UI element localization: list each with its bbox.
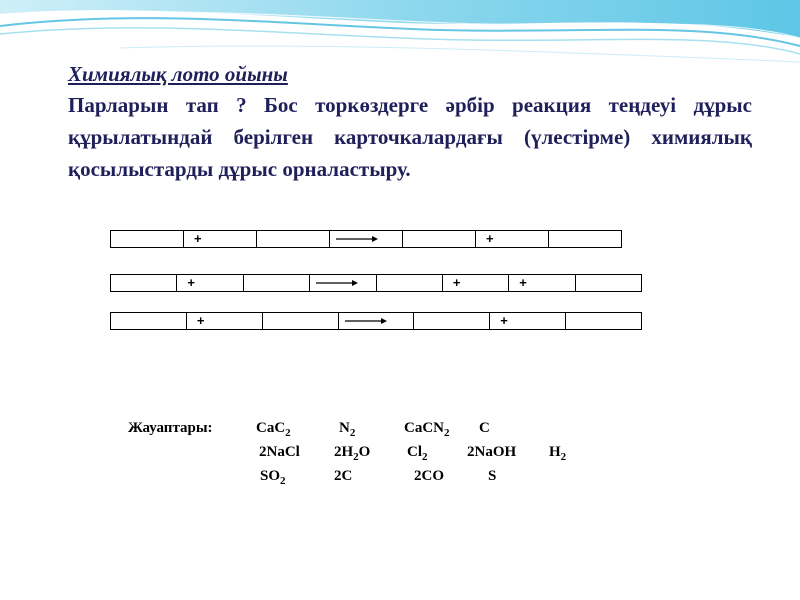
plus-cell bbox=[443, 275, 509, 291]
empty-slot[interactable] bbox=[414, 313, 490, 329]
page-title: Химиялық лото ойыны bbox=[68, 62, 288, 86]
formula-base: H bbox=[549, 444, 561, 460]
empty-slot[interactable] bbox=[111, 231, 184, 247]
formula-base: Cl bbox=[407, 444, 422, 460]
reaction-arrow-icon bbox=[345, 317, 389, 325]
formula-subscript: 2 bbox=[560, 451, 567, 463]
plus-cell bbox=[509, 275, 575, 291]
equation-row-1 bbox=[110, 230, 622, 248]
task-instructions: Парларын тап ? Бос торкөздерге әрбір реакция теңдеуі дұрыс құрылатындай берілген карточкалардағы (үлестірме) химиялық қосылыстарды дұрыс орналастыру. bbox=[68, 93, 752, 181]
formula-tail: O bbox=[358, 444, 371, 460]
answer-formula bbox=[256, 420, 291, 439]
answer-formula bbox=[339, 420, 355, 439]
formula-base: 2C bbox=[334, 468, 353, 484]
empty-slot[interactable] bbox=[377, 275, 443, 291]
equation-row-2 bbox=[110, 274, 642, 292]
formula-base: 2CO bbox=[414, 468, 444, 484]
plus-cell bbox=[177, 275, 243, 291]
formula-base: CaC bbox=[256, 420, 286, 436]
empty-slot[interactable] bbox=[549, 231, 621, 247]
formula-base: SO bbox=[260, 468, 281, 484]
arrow-cell bbox=[339, 313, 415, 329]
plus-cell bbox=[476, 231, 549, 247]
empty-slot[interactable] bbox=[566, 313, 641, 329]
plus-sign: + bbox=[187, 275, 195, 290]
answer-formula bbox=[549, 444, 566, 463]
formula-subscript: 2 bbox=[285, 427, 291, 439]
formula-base: 2H bbox=[334, 444, 354, 460]
answer-formula bbox=[407, 444, 428, 463]
empty-slot[interactable] bbox=[403, 231, 476, 247]
formula-base: 2NaOH bbox=[467, 444, 517, 460]
answer-formula bbox=[488, 468, 496, 485]
answer-formula bbox=[467, 444, 516, 461]
empty-slot[interactable] bbox=[576, 275, 641, 291]
formula-subscript: 2 bbox=[444, 427, 450, 439]
arrow-cell bbox=[310, 275, 376, 291]
plus-cell bbox=[184, 231, 257, 247]
answer-formula bbox=[479, 420, 490, 437]
plus-sign: + bbox=[194, 231, 202, 246]
formula-subscript: 2 bbox=[349, 427, 356, 439]
answer-formula bbox=[334, 468, 352, 485]
plus-sign: + bbox=[196, 313, 205, 328]
formula-subscript: 2 bbox=[422, 451, 428, 463]
formula-base: 2NaCl bbox=[259, 444, 300, 460]
arrow-cell bbox=[330, 231, 403, 247]
answers-label: Жауаптары: bbox=[128, 420, 213, 436]
answer-formula bbox=[260, 468, 286, 487]
answer-formula bbox=[259, 444, 300, 461]
empty-slot[interactable] bbox=[111, 275, 177, 291]
formula-subscript: 2 bbox=[280, 475, 286, 487]
plus-cell bbox=[490, 313, 566, 329]
equation-row-3 bbox=[110, 312, 642, 330]
empty-slot[interactable] bbox=[263, 313, 339, 329]
empty-slot[interactable] bbox=[244, 275, 310, 291]
answer-formula bbox=[334, 444, 370, 463]
plus-cell bbox=[187, 313, 263, 329]
formula-base: C bbox=[479, 420, 490, 436]
empty-slot[interactable] bbox=[257, 231, 330, 247]
answer-formula bbox=[414, 468, 444, 485]
plus-sign: + bbox=[500, 313, 508, 328]
formula-base: CaCN bbox=[404, 420, 444, 436]
plus-sign: + bbox=[486, 231, 494, 246]
empty-slot[interactable] bbox=[111, 313, 187, 329]
reaction-arrow-icon bbox=[316, 279, 360, 287]
answer-formula bbox=[404, 420, 450, 439]
formula-subscript: 2 bbox=[353, 451, 359, 463]
formula-base: N bbox=[339, 420, 350, 436]
reaction-arrow-icon bbox=[336, 235, 380, 243]
plus-sign: + bbox=[452, 275, 461, 290]
plus-sign: + bbox=[519, 275, 527, 290]
formula-base: S bbox=[488, 468, 497, 484]
